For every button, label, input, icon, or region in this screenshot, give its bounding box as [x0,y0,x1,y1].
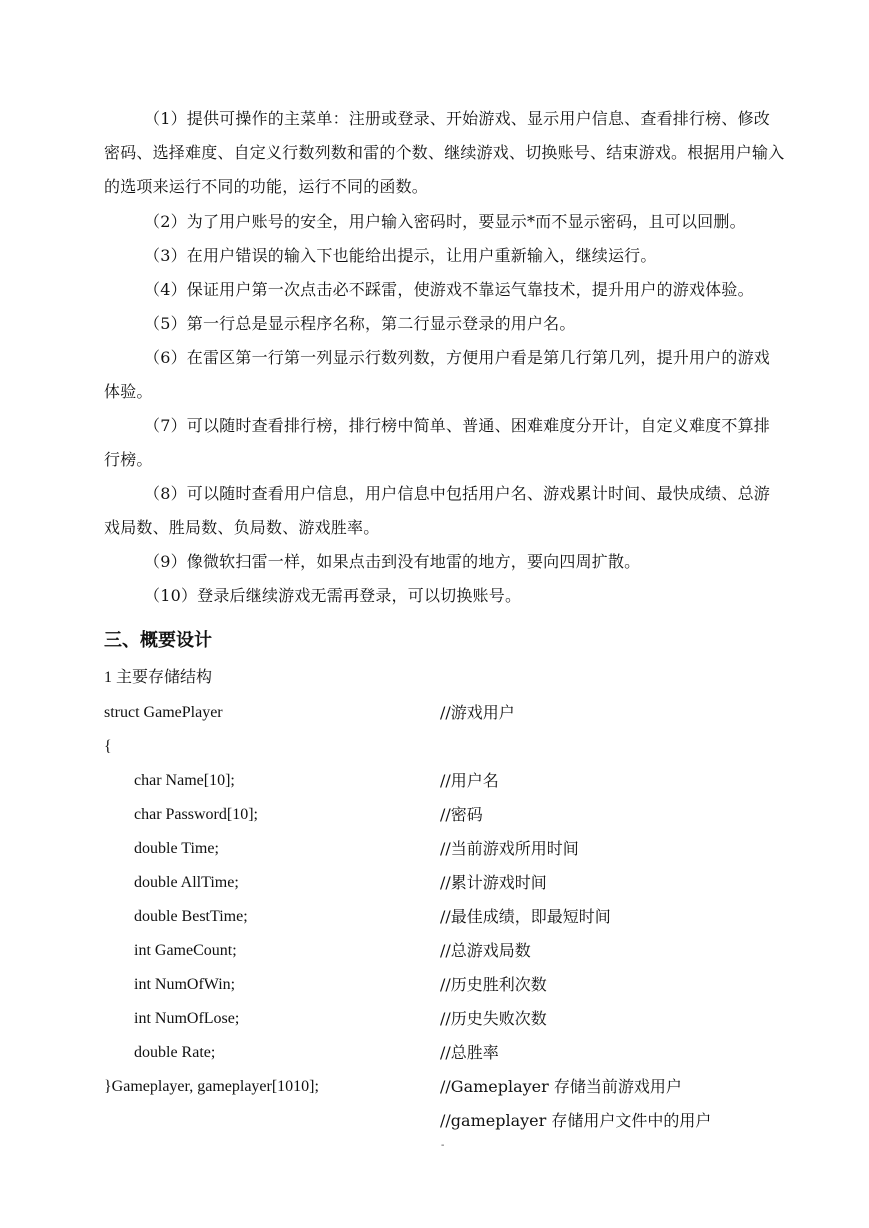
field-comment-rate: //总胜率 [440,1043,499,1062]
requirement-item-1: （1）提供可操作的主菜单：注册或登录、开始游戏、显示用户信息、查看排行榜、修改密码、选择难度、自定义行数列数和雷的个数、继续游戏、切换账号、结束游戏。根据用户输入的选项来运行不同的功能，运行不同的函数。 [104,109,785,196]
closing-comment-2: //gameplayer 存储用户文件中的用户 [440,1111,712,1130]
field-comment-time: //当前游戏所用时间 [440,839,579,858]
struct-closing: }Gameplayer, gameplayer[1010]; [104,1078,319,1095]
field-comment-alltime: //累计游戏时间 [440,873,547,892]
field-comment-name: //用户名 [440,771,499,790]
field-decl-besttime: double BestTime; [134,908,248,925]
requirement-item-7: （7）可以随时查看排行榜，排行榜中简单、普通、困难难度分开计，自定义难度不算排行榜。 [104,416,770,469]
requirement-item-4: （4）保证用户第一次点击必不踩雷，使游戏不靠运气靠技术，提升用户的游戏体验。 [144,280,754,299]
subsection-heading: 1 主要存储结构 [104,669,213,686]
page-footer-mark: - [441,1140,445,1151]
requirement-item-2: （2）为了用户账号的安全，用户输入密码时，要显示*而不显示密码，且可以回删。 [144,212,746,231]
field-decl-gamecount: int GameCount; [134,942,237,959]
field-decl-numofwin: int NumOfWin; [134,976,236,993]
field-comment-gamecount: //总游戏局数 [440,941,531,960]
requirement-item-8: （8）可以随时查看用户信息，用户信息中包括用户名、游戏累计时间、最快成绩、总游戏局数、胜局数、负局数、游戏胜率。 [104,484,770,537]
requirement-item-10: （10）登录后继续游戏无需再登录，可以切换账号。 [144,586,522,605]
open-brace: { [104,738,112,755]
struct-declaration: struct GamePlayer [104,704,223,721]
section-heading: 三、概要设计 [104,630,212,651]
closing-comment-1: //Gameplayer 存储当前游戏用户 [440,1077,682,1096]
field-decl-time: double Time; [134,840,219,857]
requirement-item-3: （3）在用户错误的输入下也能给出提示，让用户重新输入，继续运行。 [144,246,657,265]
struct-comment: //游戏用户 [440,703,515,722]
field-comment-numofwin: //历史胜利次数 [440,975,547,994]
field-decl-rate: double Rate; [134,1044,216,1061]
field-decl-name: char Name[10]; [134,772,235,789]
field-decl-alltime: double AllTime; [134,874,239,891]
requirement-item-9: （9）像微软扫雷一样，如果点击到没有地雷的地方，要向四周扩散。 [144,552,641,571]
requirement-item-5: （5）第一行总是显示程序名称，第二行显示登录的用户名。 [144,314,576,333]
field-decl-numoflose: int NumOfLose; [134,1010,240,1027]
field-decl-password: char Password[10]; [134,806,258,823]
field-comment-password: //密码 [440,805,483,824]
requirement-item-6: （6）在雷区第一行第一列显示行数列数，方便用户看是第几行第几列，提升用户的游戏体验。 [104,348,770,401]
field-comment-numoflose: //历史失败次数 [440,1009,547,1028]
field-comment-besttime: //最佳成绩，即最短时间 [440,907,611,926]
